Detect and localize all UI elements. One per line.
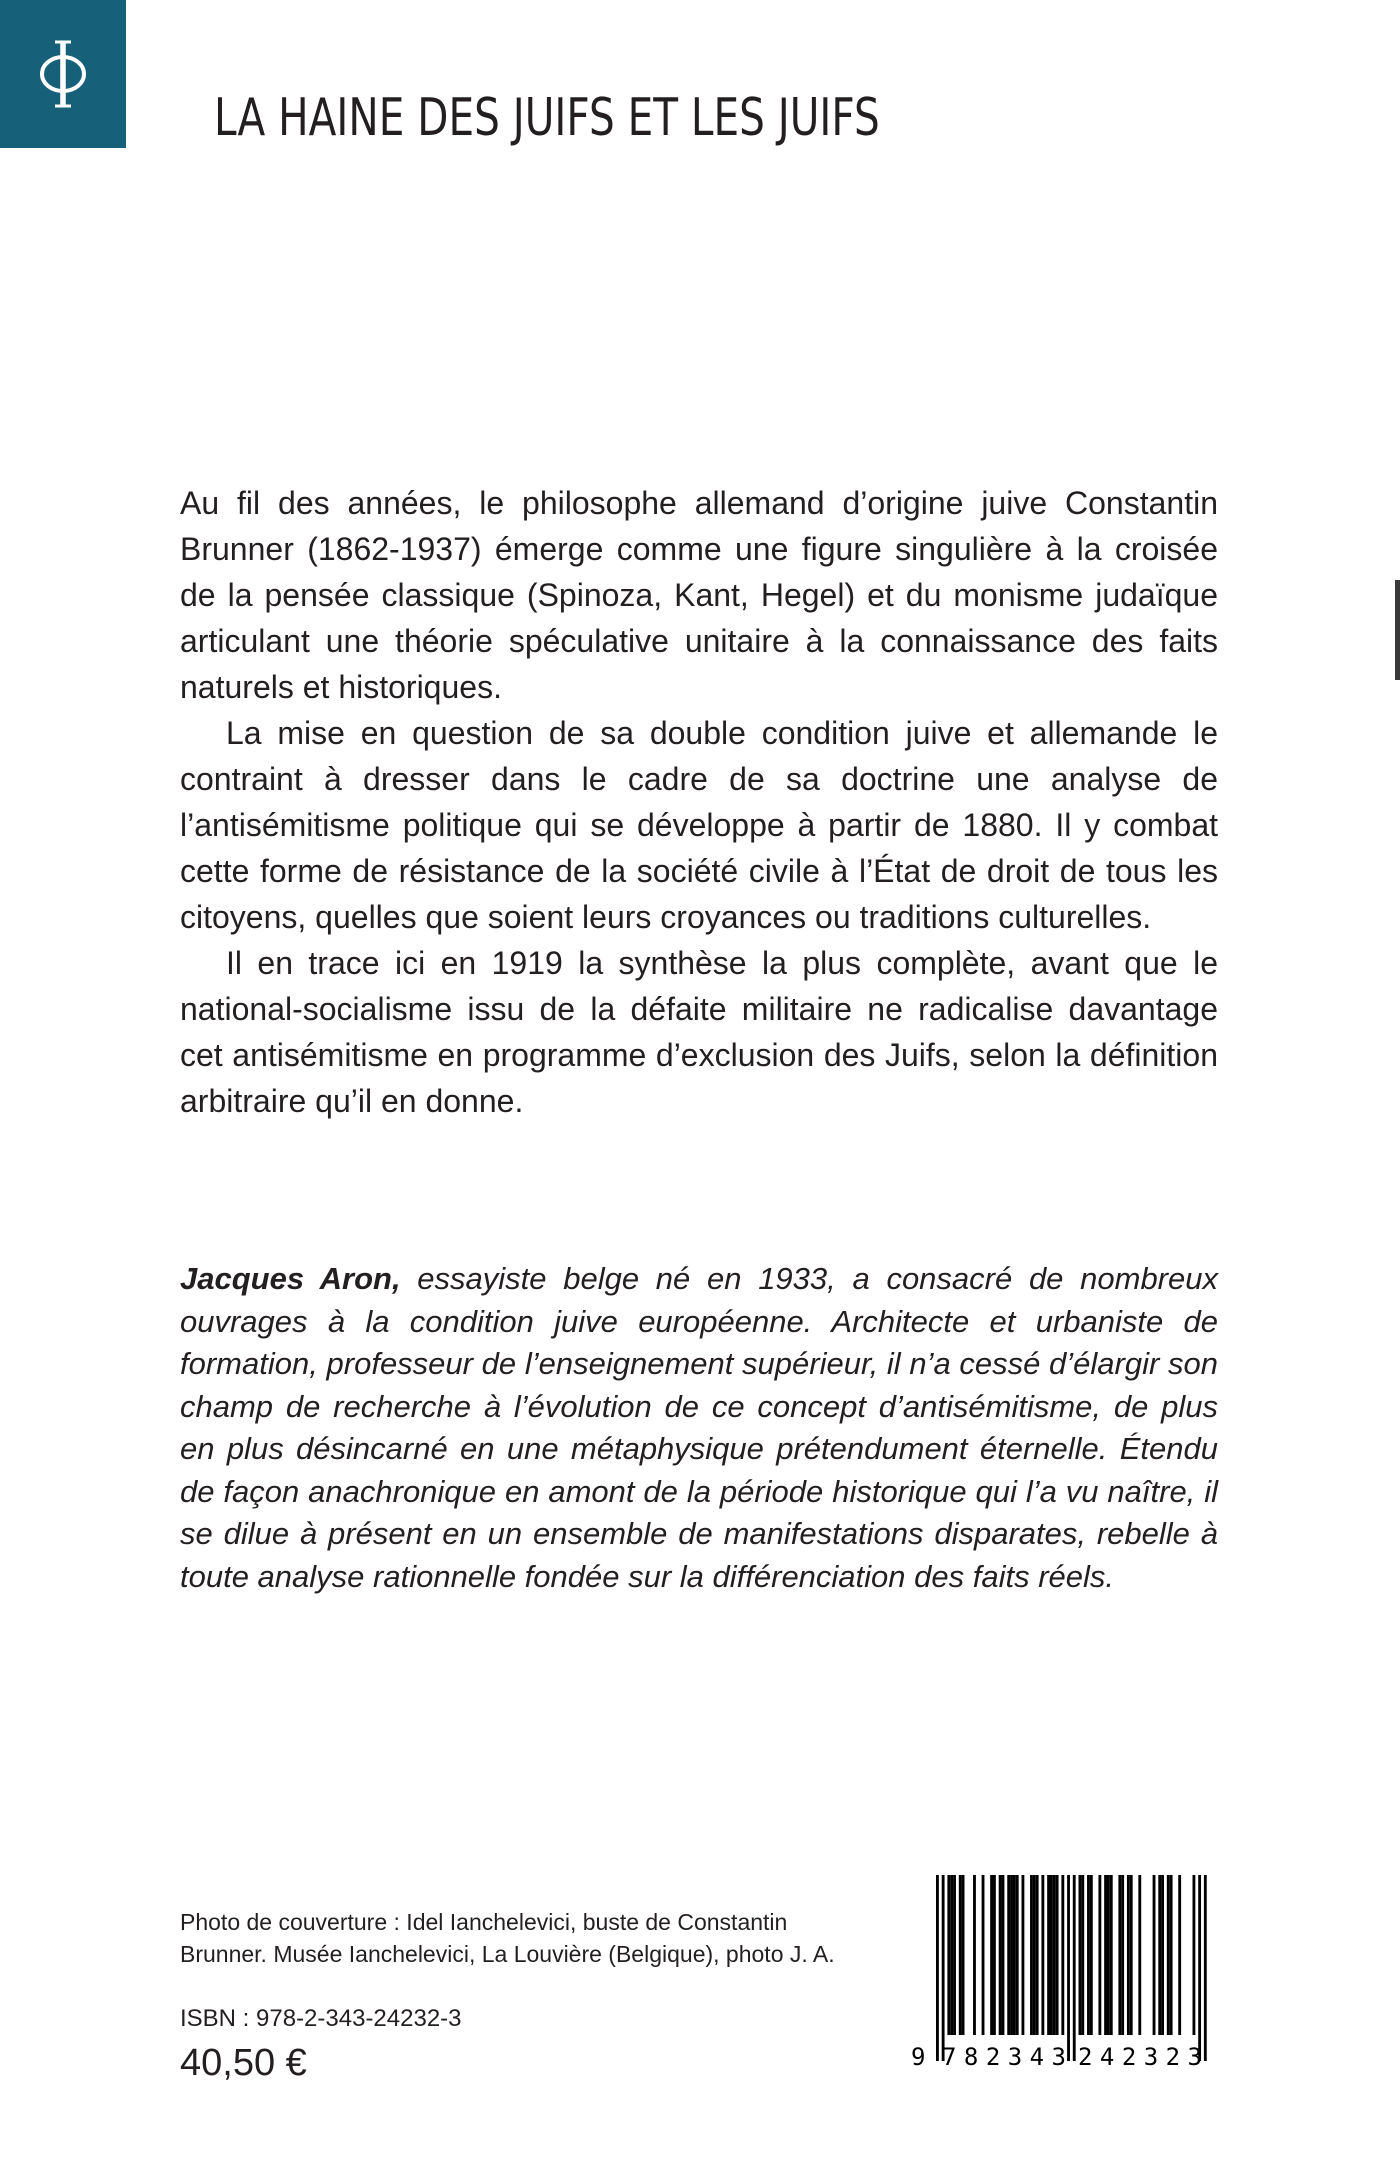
barcode-bar (993, 1875, 996, 2035)
book-summary (180, 480, 1218, 1124)
photo-credit-line: Brunner. Musée Ianchelevici, La Louvière (Belgique), photo J. A. (180, 1941, 835, 1967)
barcode-digits-right: 242323 (1078, 2043, 1202, 2071)
barcode-bar (1107, 1875, 1110, 2035)
barcode-bar (1138, 1875, 1141, 2035)
barcode-bar (1013, 1875, 1016, 2035)
photo-credit (180, 1906, 880, 1970)
barcode-bar (1061, 1875, 1064, 2035)
price: 40,50 € (180, 2042, 307, 2084)
barcode-bar (1030, 1875, 1033, 2035)
barcode-bar (1090, 1875, 1093, 2035)
summary-paragraph: La mise en question de sa double condition juive et allemande le contraint à dresser dans le cadre de sa doctrine une analyse de l’antisémitisme politique qui se développe à partir de 1880. Il y combat cette forme de résistance de la société civile à l’État de droit de tous les citoyens, quelles que soient leurs croyances ou traditions culturelles. (180, 715, 1218, 935)
barcode-bar (973, 1875, 976, 2035)
barcode-bar (1053, 1875, 1056, 2035)
barcode (908, 1875, 1230, 2073)
publisher-logo (0, 0, 126, 148)
isbn: ISBN : 978-2-343-24232-3 (180, 2005, 462, 2032)
barcode-guard-bar (936, 1875, 939, 2061)
barcode-bar (1041, 1875, 1044, 2035)
book-title: LA HAINE DES JUIFS ET LES JUIFS (214, 88, 880, 148)
barcode-digit-first: 9 (911, 2043, 926, 2071)
barcode-bar (962, 1875, 965, 2035)
barcode-bar (1050, 1875, 1053, 2035)
barcode-bar (959, 1875, 962, 2035)
barcode-guard-bar (1073, 1875, 1076, 2061)
barcode-bar (1104, 1875, 1107, 2035)
barcode-bar (1121, 1875, 1124, 2035)
phi-icon (33, 37, 93, 111)
photo-credit-line: Photo de couverture : Idel Ianchelevici, buste de Constantin (180, 1909, 788, 1935)
barcode-bar (1167, 1875, 1170, 2035)
barcode-guard-bar (1204, 1875, 1207, 2061)
barcode-bar (982, 1875, 985, 2035)
spine-edge-mark (1395, 580, 1400, 680)
barcode-bar (1178, 1875, 1181, 2035)
barcode-bar (1016, 1875, 1019, 2035)
barcode-bar (1193, 1875, 1196, 2035)
barcode-guard-bar (942, 1875, 945, 2061)
barcode-bars (936, 1875, 1207, 2061)
barcode-bar (1153, 1875, 1156, 2035)
barcode-bar (1081, 1875, 1084, 2035)
barcode-bar (1047, 1875, 1050, 2035)
summary-paragraph: Il en trace ici en 1919 la synthèse la plus complète, avant que le national-socialisme issu de la défaite militaire ne radicalise davantage cet antisémitisme en programme d’exclusion des Juifs, selon la définition arbitraire qu’il en donne. (180, 945, 1218, 1119)
barcode-bar (1118, 1875, 1121, 2035)
summary-paragraph: Au fil des années, le philosophe allemand d’origine juive Constantin Brunner (1862-1937) émerge comme une figure singulière à la croisée de la pensée classique (Spinoza, Kant, Hegel) et du monisme judaïque articulant une théorie spéculative unitaire à la connaissance des faits naturels et historiques. (180, 485, 1218, 705)
barcode-bar (1007, 1875, 1010, 2035)
barcode-digits-left: 782343 (942, 2043, 1066, 2071)
barcode-bar (1098, 1875, 1101, 2035)
author-bio-text: essayiste belge né en 1933, a consacré de nombreux ouvrages à la condition juive européenne. Architecte et urbaniste de formation, professeur de l’enseignement supérieur, il n’a cessé d’élargir son champ de recherche à l’évolution de ce concept d’antisémitisme, de plus en plus désincarné en une métaphysique prétendument éternelle. Étendu de façon anachronique en amont de la période historique qui l’a vu naître, il se dilue à présent en un ensemble de manifestations disparates, rebelle à toute analyse rationnelle fondée sur la différenciation des faits réels. (180, 1261, 1218, 1594)
barcode-bar (1033, 1875, 1036, 2035)
barcode-bar (1056, 1875, 1059, 2035)
barcode-bar (990, 1875, 993, 2035)
author-name: Jacques Aron, (180, 1261, 401, 1296)
barcode-bar (947, 1875, 950, 2035)
barcode-bar (1079, 1875, 1082, 2035)
barcode-bar (1002, 1875, 1005, 2035)
barcode-graphic (908, 1875, 1230, 2073)
barcode-bar (1010, 1875, 1013, 2035)
barcode-bar (1161, 1875, 1164, 2035)
barcode-bar (1158, 1875, 1161, 2035)
barcode-bar (950, 1875, 953, 2035)
barcode-guard-bar (1067, 1875, 1070, 2061)
barcode-bar (1127, 1875, 1130, 2035)
barcode-bar (1110, 1875, 1113, 2035)
barcode-bar (1087, 1875, 1090, 2035)
barcode-bar (1170, 1875, 1173, 2035)
author-bio (180, 1258, 1218, 1598)
barcode-bar (1022, 1875, 1025, 2035)
barcode-bar (999, 1875, 1002, 2035)
barcode-guard-bar (1198, 1875, 1201, 2061)
barcode-bar (953, 1875, 956, 2035)
barcode-bar (1130, 1875, 1133, 2035)
barcode-bar (1036, 1875, 1039, 2035)
